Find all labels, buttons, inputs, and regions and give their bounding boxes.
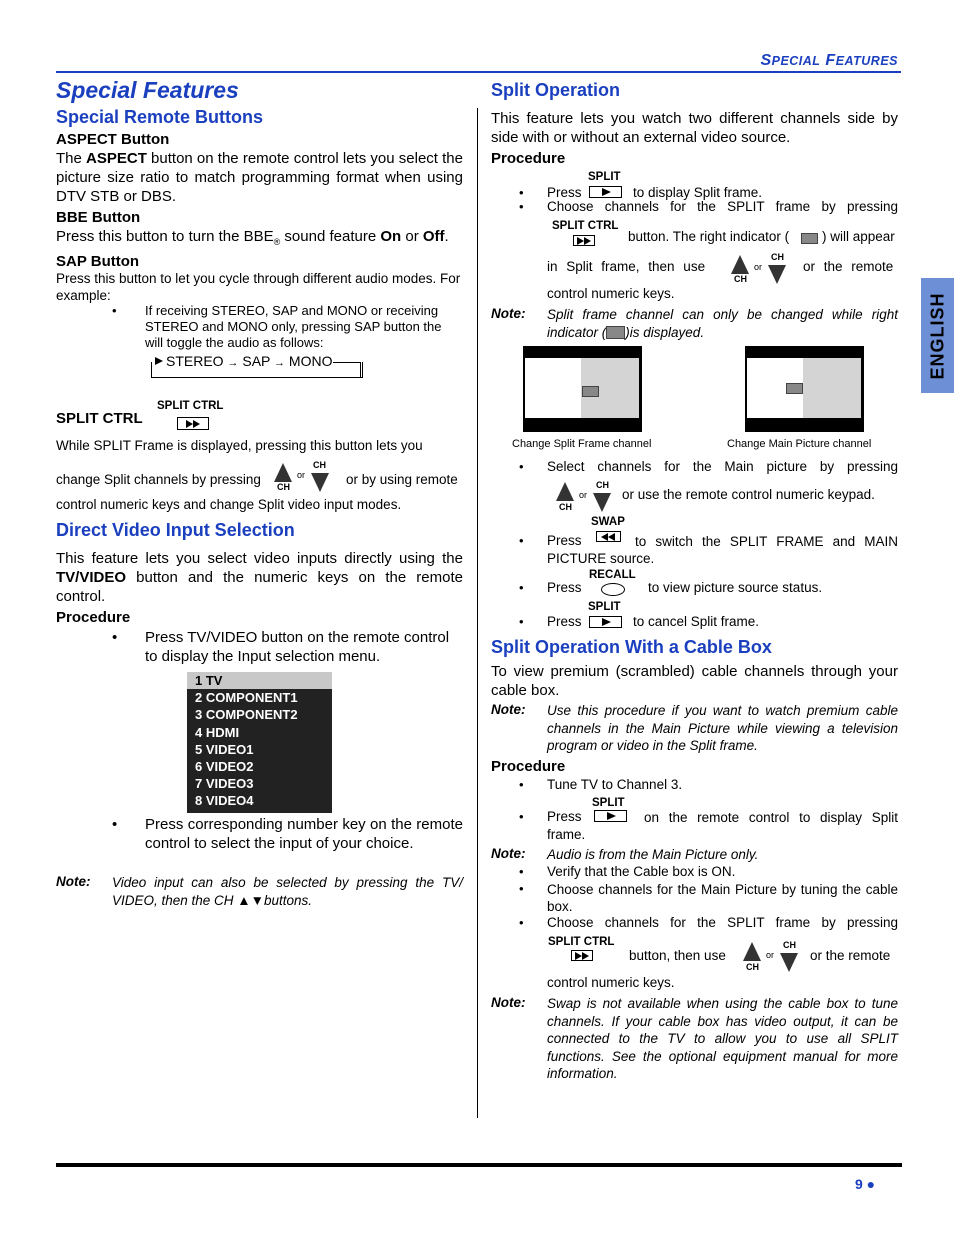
bullet-dot: •: [519, 881, 524, 896]
paragraph: or by using remote: [346, 472, 458, 487]
paragraph: If receiving STEREO, SAP and MONO or receiving STEREO and MONO only, pressing SAP button the will toggle the audio as follows:: [145, 303, 442, 350]
bullet-dot: •: [519, 199, 524, 214]
note-label: Note:: [491, 995, 526, 1010]
ch-up-icon: [556, 482, 574, 501]
section-heading: Special Remote Buttons: [56, 107, 264, 127]
note-text: Use this procedure if you want to watch premium cable channels in the Main Picture while viewing a television program or video in the Split frame.: [547, 703, 898, 753]
note-label: Note:: [491, 306, 526, 321]
split-ctrl-key-icon: [177, 417, 209, 430]
bullet-dot: •: [519, 614, 524, 629]
note-label: Note:: [491, 702, 526, 717]
page-title: Special Features: [56, 77, 239, 103]
paragraph: The ASPECT button on the remote control lets you select the picture size ratio to match programming format when using DTV STB or DBS.: [56, 150, 463, 205]
subheading: ASPECT Button: [56, 131, 170, 148]
bullet-dot: •: [519, 580, 524, 595]
menu-item[interactable]: 4 HDMI: [195, 724, 240, 740]
paragraph: change Split channels by pressing: [56, 472, 261, 487]
subheading: BBE Button: [56, 209, 141, 226]
subheading: SAP Button: [56, 253, 140, 270]
subheading: Procedure: [491, 150, 566, 167]
bullet-dot: •: [519, 864, 524, 879]
menu-item[interactable]: 6 VIDEO2: [195, 758, 254, 774]
language-tab: ENGLISH: [921, 278, 954, 393]
paragraph: This feature lets you watch two different channels side by side with or without an external video source.: [491, 110, 898, 146]
split-ctrl-key-icon: [571, 950, 593, 961]
paragraph: Press this button to let you cycle through different audio modes. For example:: [56, 271, 461, 303]
menu-item[interactable]: 2 COMPONENT1: [195, 690, 298, 706]
key-label: SPLIT CTRL: [157, 400, 224, 412]
main-picture-screen: [745, 346, 864, 432]
header-rule: [56, 71, 901, 73]
paragraph: control numeric keys and change Split video input modes.: [56, 497, 402, 512]
input-selection-menu: [187, 672, 332, 813]
split-frame-screen: [523, 346, 642, 432]
ch-down-icon: [593, 493, 611, 512]
running-head: SPECIAL FEATURES: [760, 52, 898, 69]
bullet-dot: •: [112, 629, 118, 646]
ch-up-icon: [743, 942, 761, 961]
bullet-dot: •: [519, 185, 524, 200]
paragraph: This feature lets you select video inputs directly using the TV/VIDEO button and the numeric keys on the remote control.: [56, 550, 463, 605]
note-text: Video input can also be selected by pressing the TV/ VIDEO, then the CH ▲▼buttons.: [112, 875, 463, 908]
section-heading: Split Operation: [491, 80, 621, 100]
page-number: 9 ●: [855, 1176, 876, 1192]
subheading: Procedure: [56, 609, 131, 626]
note-text: Audio is from the Main Picture only.: [547, 847, 759, 862]
footer-rule: [56, 1163, 902, 1167]
menu-item[interactable]: 8 VIDEO4: [195, 793, 254, 809]
note-text: Swap is not available when using the cable box to tune channels. If your cable box has video output, it can be connected to the TV to allow you to use all SPLIT functions. See the optional equipment manual for more information.: [547, 996, 898, 1081]
caption: Change Split Frame channel: [512, 438, 652, 450]
ch-up-icon: [274, 463, 292, 482]
subheading: Procedure: [491, 758, 566, 775]
bullet-dot: •: [519, 533, 524, 548]
bullet-dot: •: [519, 915, 524, 930]
split-key-icon: [589, 186, 622, 198]
paragraph: While SPLIT Frame is displayed, pressing this button lets you: [56, 438, 423, 453]
paragraph: Press TV/VIDEO button on the remote control to display the Input selection menu.: [145, 629, 450, 665]
bullet-dot: •: [519, 459, 524, 474]
paragraph: Press this button to turn the $BBE_®$ sound feature On or Off.: [56, 228, 449, 247]
bullet-dot: •: [519, 809, 524, 824]
split-ctrl-key-icon: [573, 235, 595, 246]
recall-key-icon: [601, 583, 625, 596]
caption: Change Main Picture channel: [727, 438, 872, 450]
right-indicator-icon: [801, 233, 818, 244]
arrow-icon: [155, 357, 163, 365]
menu-item[interactable]: 7 VIDEO3: [195, 776, 254, 792]
note-label: Note:: [491, 846, 526, 861]
bullet-dot: •: [112, 303, 117, 318]
cycle-step: STEREO → SAP → MONO: [166, 353, 333, 369]
note-label: Note:: [56, 874, 91, 889]
subheading: SPLIT CTRL: [56, 410, 143, 427]
paragraph: Press corresponding number key on the remote control to select the input of your choice.: [145, 816, 463, 852]
paragraph: To view premium (scrambled) cable channels through your cable box.: [491, 663, 898, 699]
section-heading: Split Operation With a Cable Box: [491, 637, 772, 657]
bullet-dot: •: [519, 777, 524, 792]
ch-down-icon: [780, 953, 798, 972]
menu-item[interactable]: 3 COMPONENT2: [195, 707, 298, 723]
menu-item[interactable]: 5 VIDEO1: [195, 741, 254, 757]
section-heading: Direct Video Input Selection: [56, 520, 295, 540]
menu-item[interactable]: 1 TV: [187, 672, 332, 689]
ch-down-icon: [311, 473, 329, 492]
ch-up-icon: [731, 255, 749, 274]
bullet-dot: •: [112, 816, 118, 833]
ch-down-icon: [768, 265, 786, 284]
note-text: Split frame channel can only be changed while right indicator ( )is displayed.: [547, 307, 898, 340]
column-divider: [477, 108, 478, 1118]
right-indicator-icon: [606, 326, 625, 339]
split-key-icon: [589, 616, 622, 628]
